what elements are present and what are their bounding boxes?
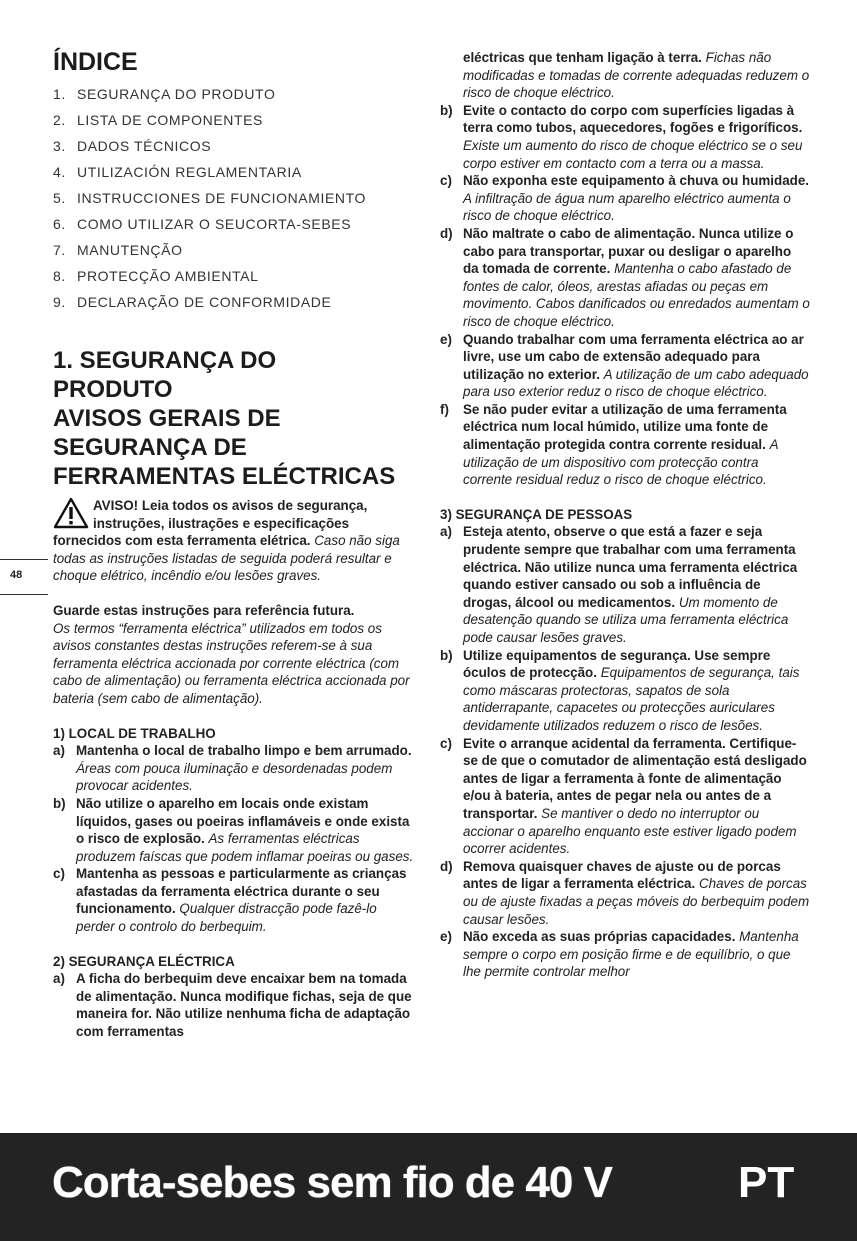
list-item: b) Evite o contacto do corpo com superfícies ligadas à terra como tubos, aquecedores, fogões e frigoríficos. Existe um aumento do risco de choque eléctrico se o seu corpo estiver em contacto com a terra ou a massa. xyxy=(440,102,803,171)
page-number-rule-bottom xyxy=(0,594,48,595)
warning-detail: Caso não siga todas as instruções listadas de seguida poderá resultar e choque elétrico, incêndio e/ou lesões graves. xyxy=(53,533,400,584)
list-item: a) A ficha do berbequim deve encaixar bem na tomada de alimentação. Nunca modifique fichas, seja de que maneira for. Não utilize nenhuma ficha de adaptação com ferramentas xyxy=(53,971,412,1040)
toc-item: 1. SEGURANÇA DO PRODUTO xyxy=(53,86,276,102)
right-text xyxy=(440,49,810,981)
list-item: d) Remova quaisquer chaves de ajuste ou de porcas antes de ligar a ferramenta eléctrica. Chaves de porcas ou de ajuste fixadas a peças móveis do berbequim podem causar lesões. xyxy=(440,858,810,927)
index-title: ÍNDICE xyxy=(53,48,138,76)
list-item: d) Não maltrate o cabo de alimentação. Nunca utilize o cabo para transportar, puxar ou desligar o aparelho da tomada de corrente. Mantenha o cabo afastado de fontes de calor, óleos, arestas afiadas ou peças em movimento. Cabos danificados ou enredados aumentam o risco de choque eléctrico. xyxy=(440,225,810,329)
work-area-heading: 1) LOCAL DE TRABALHO xyxy=(53,725,216,741)
list-item: e) Não exceda as suas próprias capacidades. Mantenha sempre o corpo em posição firme e de equilíbrio, o que lhe permite controlar melhor xyxy=(440,929,799,980)
toc-item: 7. MANUTENÇÃO xyxy=(53,242,183,258)
electrical-heading: 2) SEGURANÇA ELÉCTRICA xyxy=(53,953,235,969)
toc-item: 2. LISTA DE COMPONENTES xyxy=(53,112,263,128)
table-of-contents xyxy=(53,84,433,318)
toc-item: 5. INSTRUCCIONES DE FUNCIONAMIENTO xyxy=(53,190,367,206)
list-item-continued: eléctricas que tenham ligação à terra. Fichas não modificadas e tomadas de corrente adequadas reduzem o risco de choque eléctrico. xyxy=(463,50,810,101)
page-number-rule-top xyxy=(0,559,48,560)
list-item: c) Evite o arranque acidental da ferramenta. Certifique-se de que o comutador de alimentação está desligado antes de ligar a ferramenta à fonte de alimentação e/ou à bateria, antes de pegar nela ou antes de a transportar. Se mantiver o dedo no interruptor ou accionar o aparelho enquanto este estiver ligado podem ocorrer acidentes. xyxy=(440,735,807,857)
language-code: PT xyxy=(738,1158,795,1207)
list-item: b) Não utilize o aparelho em locais onde existam líquidos, gases ou poeiras inflamáveis e onde exista o risco de explosão. As ferramentas eléctricas produzem faíscas que podem inflamar poeiras ou gases. xyxy=(53,795,414,864)
toc-item: 3. DADOS TÉCNICOS xyxy=(53,138,212,154)
section-title: 1. SEGURANÇA DO PRODUTO AVISOS GERAIS DE SEGURANÇA DE FERRAMENTAS ELÉCTRICAS xyxy=(53,347,396,490)
warning-triangle-icon xyxy=(53,497,89,529)
warning-block xyxy=(53,497,418,1041)
product-title: Corta-sebes sem fio de 40 V xyxy=(52,1158,612,1207)
toc-item: 8. PROTECÇÃO AMBIENTAL xyxy=(53,268,259,284)
page-number: 48 xyxy=(10,569,23,581)
toc-item: 4. UTILIZACIÓN REGLAMENTARIA xyxy=(53,164,302,180)
list-item: c) Mantenha as pessoas e particularmente as crianças afastadas da ferramenta eléctrica durante o seu funcionamento. Qualquer distracção pode fazê-lo perder o controlo do berbequim. xyxy=(53,866,407,935)
keep-instructions: Guarde estas instruções para referência futura. xyxy=(53,602,355,618)
list-item: a) Mantenha o local de trabalho limpo e bem arrumado. Áreas com pouca iluminação e desordenadas podem provocar acidentes. xyxy=(53,743,412,794)
toc-item: 9. DECLARAÇÃO DE CONFORMIDADE xyxy=(53,294,332,310)
list-item: b) Utilize equipamentos de segurança. Use sempre óculos de protecção. Equipamentos de segurança, tais como máscaras protectoras, sapatos de sola antiderrapante, capacetes ou protecções auriculares devidamente utilizados reduzem o risco de lesões. xyxy=(440,647,800,733)
list-item: a) Esteja atento, observe o que está a fazer e seja prudente sempre que trabalhar com uma ferramenta eléctrica. Não utilize nunca uma ferramenta eléctrica quando estiver cansado ou sob a influência de drogas, álcool ou medicamentos. Um momento de desatenção quando se utiliza uma ferramenta eléctrica pode causar lesões graves. xyxy=(440,524,798,645)
list-item: c) Não exponha este equipamento à chuva ou humidade. A infiltração de água num aparelho eléctrico aumenta o risco de choque eléctrico. xyxy=(440,173,809,224)
terms-definition: Os termos “ferramenta eléctrica” utilizados em todos os avisos constantes destas instruções referem-se à sua ferramenta eléctrica accionada por corrente eléctrica (com cabo de alimentação) ou ferramenta eléctrica accionada por bateria (sem cabo de alimentação). xyxy=(53,620,410,706)
list-item: e) Quando trabalhar com uma ferramenta eléctrica ao ar livre, use um cabo de extensão adequado para utilização no exterior. A utilização de um cabo adequado para uso exterior reduz o risco de choque eléctrico. xyxy=(440,331,809,400)
warning-text: AVISO! Leia todos os avisos de segurança, instruções, ilustrações e especificações fornecidos com esta ferramenta elétrica. xyxy=(53,498,368,549)
personal-safety-heading: 3) SEGURANÇA DE PESSOAS xyxy=(440,506,633,522)
toc-item: 6. COMO UTILIZAR O SEUCORTA-SEBES xyxy=(53,216,352,232)
list-item: f) Se não puder evitar a utilização de uma ferramenta eléctrica num local húmido, utilize uma fonte de alimentação protegida contra corrente residual. A utilização de um dispositivo com protecção contra corrente residual reduz o risco de choque eléctrico. xyxy=(440,401,787,488)
